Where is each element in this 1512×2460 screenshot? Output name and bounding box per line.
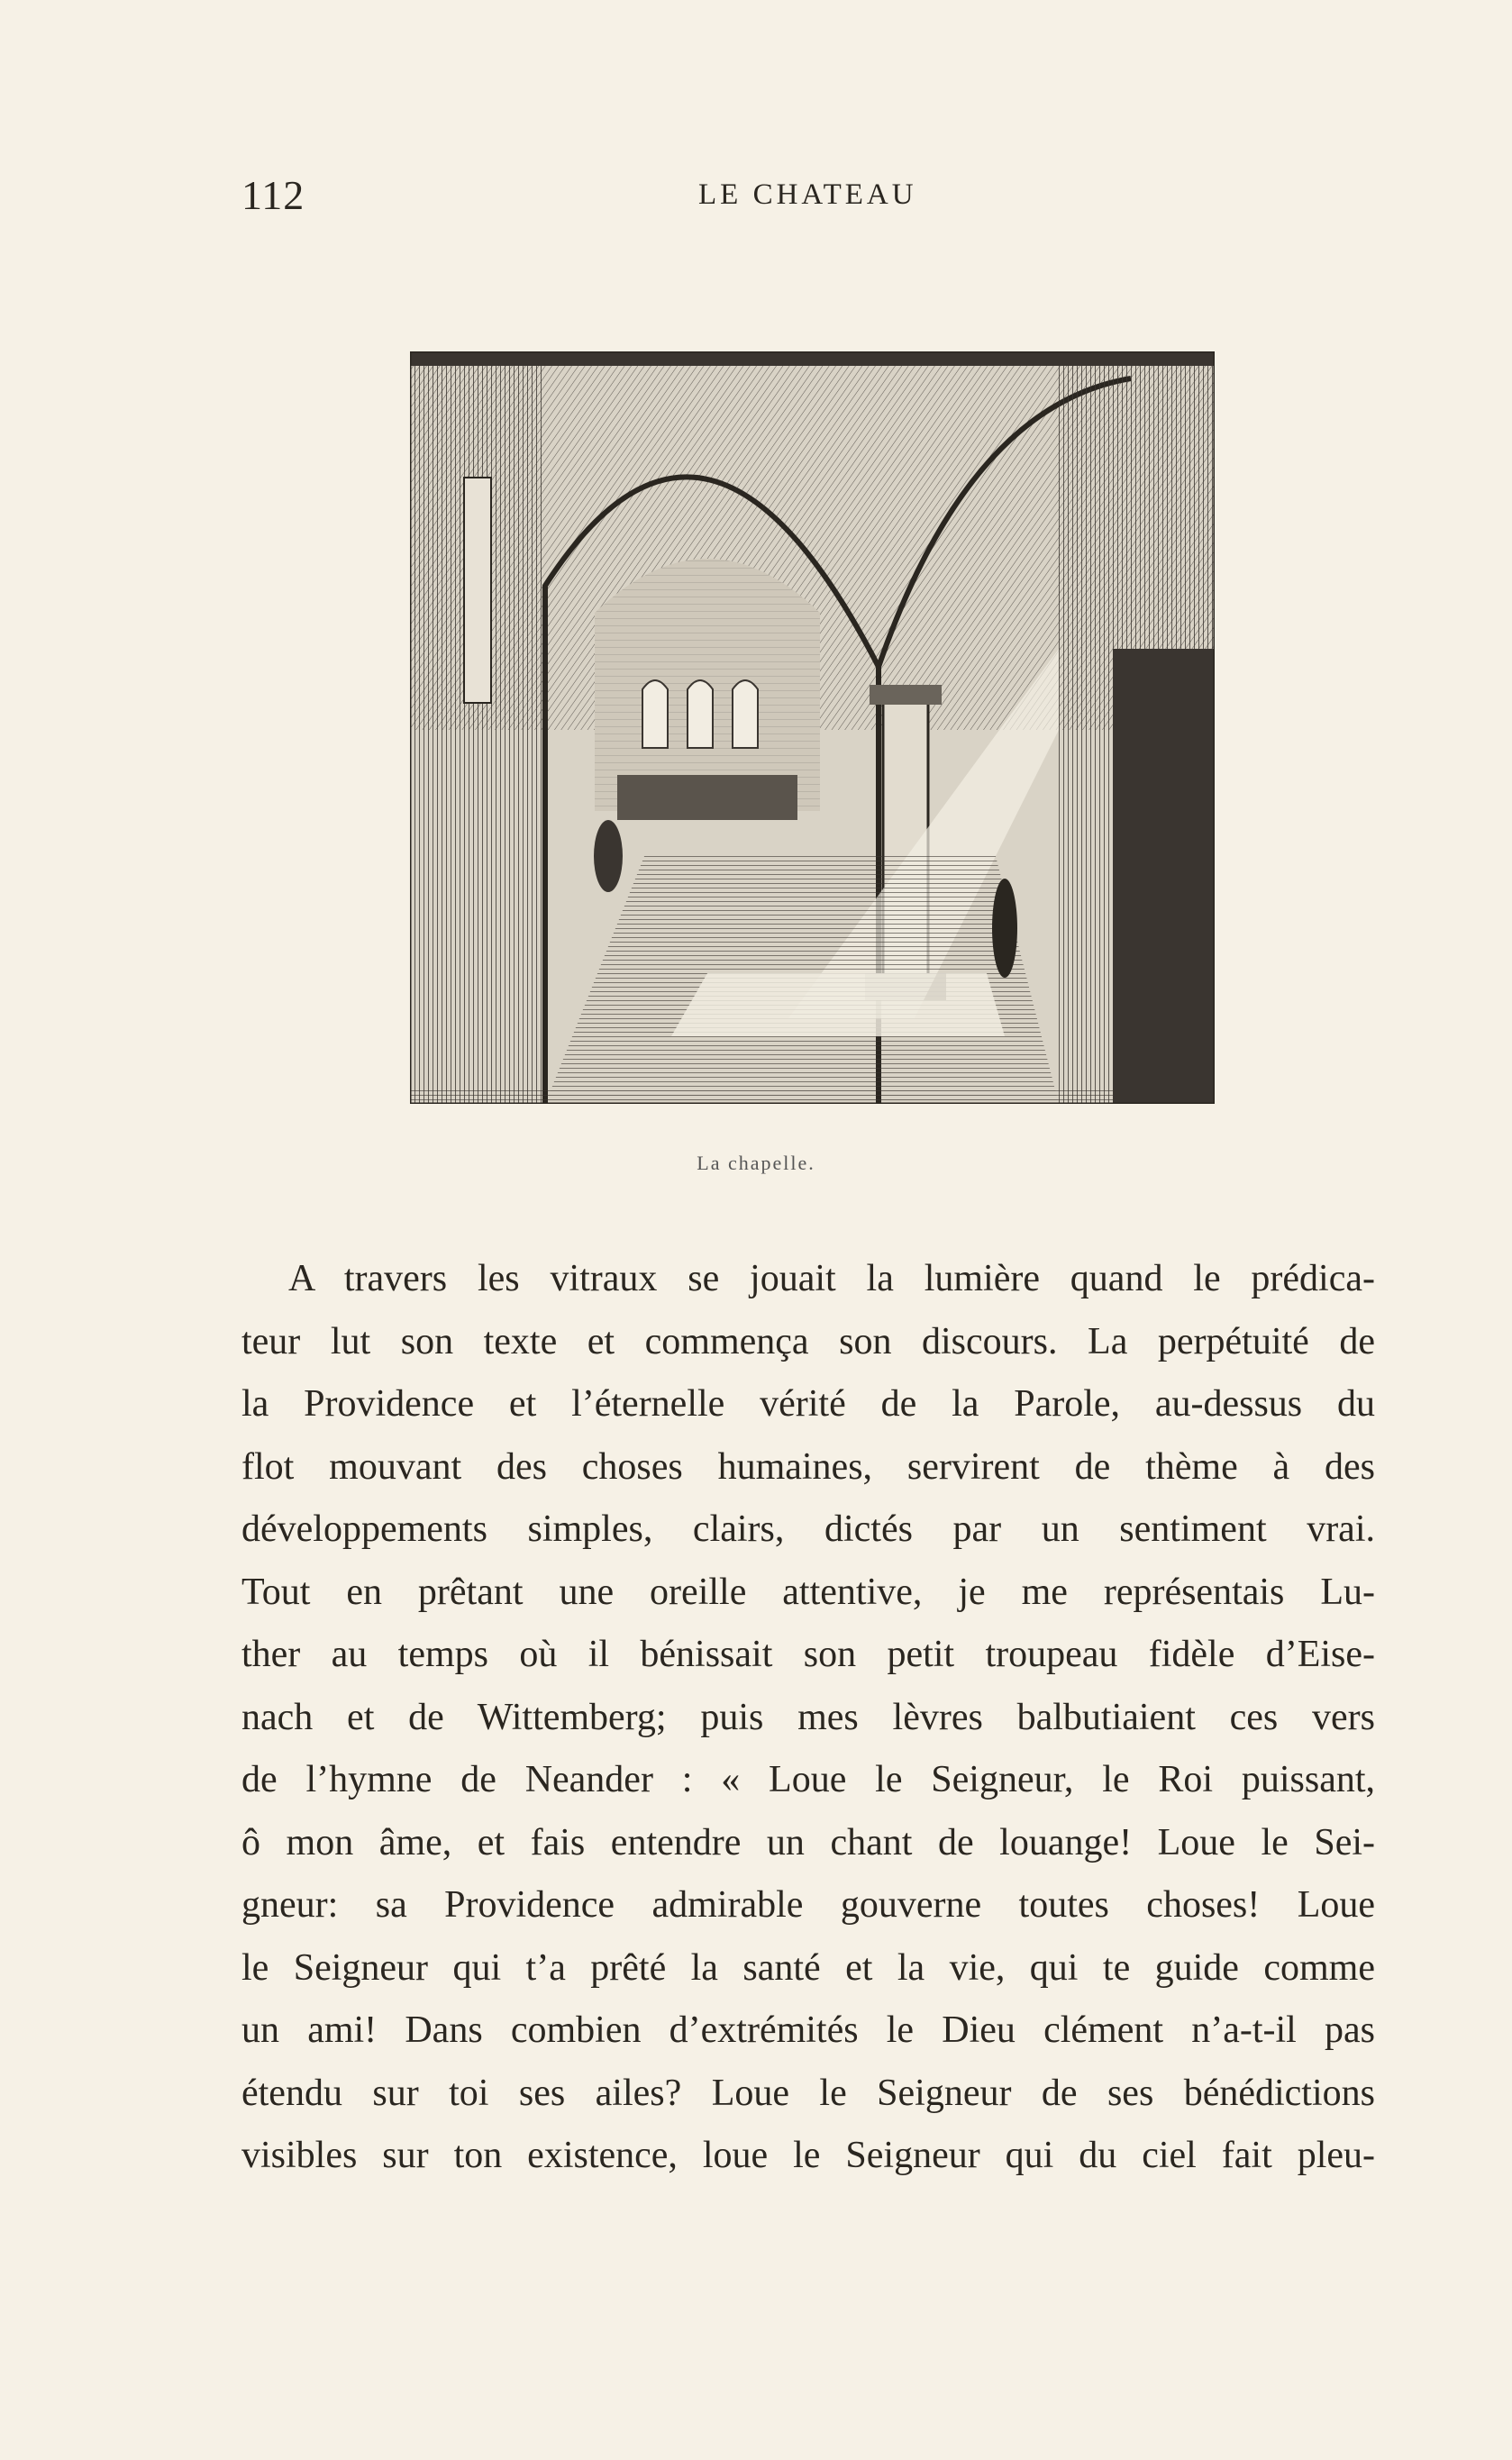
text-line: développements simples, clairs, dictés par un sentiment vrai. <box>241 1508 1375 1550</box>
text-line: ô mon âme, et fais entendre un chant de louange! Loue le Sei- <box>241 1821 1375 1863</box>
text-line: ther au temps où il bénissait son petit troupeau fidèle d’Eise- <box>241 1634 1375 1675</box>
body-text <box>241 1248 1375 2188</box>
page-number: 112 <box>241 172 305 218</box>
text-line: gneur: sa Providence admirable gouverne toutes choses! Loue <box>241 1884 1375 1926</box>
text-line: un ami! Dans combien d’extrémités le Dieu clément n’a-t-il pas <box>241 2009 1375 2051</box>
text-line: le Seigneur qui t’a prêté la santé et la vie, qui te guide comme <box>241 1946 1375 1989</box>
running-title: LE CHATEAU <box>698 178 917 211</box>
text-line: la Providence et l’éternelle vérité de la Parole, au-dessus du <box>241 1383 1375 1425</box>
figure-caption: La chapelle. <box>697 1152 815 1174</box>
text-line: visibles sur ton existence, loue le Seigneur qui du ciel fait pleu- <box>241 2135 1375 2176</box>
chapel-engraving <box>410 351 1215 1104</box>
text-line: flot mouvant des choses humaines, servirent de thème à des <box>241 1445 1375 1488</box>
text-line: de l’hymne de Neander : « Loue le Seigneur, le Roi puissant, <box>241 1759 1375 1800</box>
text-line: Tout en prêtant une oreille attentive, je me représentais Lu- <box>241 1571 1375 1613</box>
text-line: A travers les vitraux se jouait la lumière quand le prédica- <box>288 1258 1375 1299</box>
text-line: étendu sur toi ses ailes? Loue le Seigneur de ses bénédictions <box>241 2072 1375 2114</box>
text-line: nach et de Wittemberg; puis mes lèvres balbutiaient ces vers <box>241 1696 1375 1738</box>
text-line: teur lut son texte et commença son discours. La perpétuité de <box>241 1320 1375 1362</box>
